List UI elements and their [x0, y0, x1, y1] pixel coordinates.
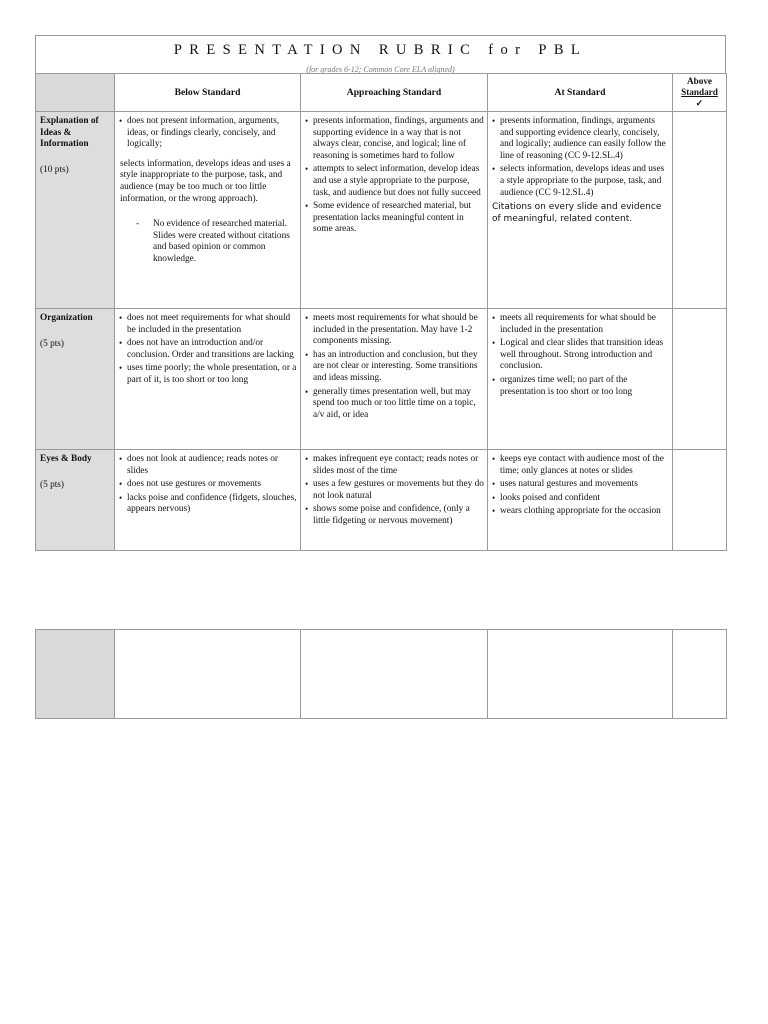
- cell-above-standard: [673, 112, 727, 309]
- row-label-cell: [36, 309, 115, 450]
- cell-at-standard: [488, 309, 673, 450]
- document-title-block: [35, 35, 726, 73]
- list-item: • wears clothing appropriate for the occasion: [492, 506, 669, 518]
- header-below-standard: Below Standard: [115, 74, 301, 112]
- row-label-cell: [36, 450, 115, 551]
- cell-approaching-standard: [301, 309, 488, 450]
- dash-item: - No evidence of researched material. Slides were created without citations and based opinion or common knowledge.: [119, 219, 297, 265]
- cell-below-standard: [115, 309, 301, 450]
- list-item: • does not use gestures or movements: [119, 479, 297, 491]
- blank-row: [36, 630, 727, 719]
- cell-approaching-standard: [301, 112, 488, 309]
- list-item: • presents information, findings, arguments and supporting evidence in a way that is not always clear, concise, and logical; line of reasoning is sometimes hard to follow: [305, 116, 484, 162]
- rubric-row-eyes-body: [36, 450, 727, 551]
- row-label: Eyes & Body: [40, 454, 92, 464]
- list-item: • shows some poise and confidence, (only a little fidgeting or nervous movement): [305, 504, 484, 527]
- checkmark-icon: ✓: [695, 98, 704, 108]
- header-row: [36, 74, 727, 112]
- cell-above-standard: [673, 450, 727, 551]
- list-item: • does not meet requirements for what should be included in the presentation: [119, 313, 297, 336]
- rubric-table: [35, 73, 727, 551]
- cell-approaching-standard: [301, 450, 488, 551]
- list-item: • keeps eye contact with audience most of the time; only glances at notes or slides: [492, 454, 669, 477]
- document-title: PRESENTATION RUBRIC for PBL: [173, 42, 588, 58]
- row-label: Organization: [40, 313, 93, 323]
- rubric-row-organization: [36, 309, 727, 450]
- list-item: • Logical and clear slides that transition ideas well throughout. Strong introduction and conclusion.: [492, 338, 669, 373]
- list-item: • organizes time well; no part of the presentation is too short or too long: [492, 375, 669, 398]
- blank-cell: [301, 630, 488, 719]
- blank-cell: [115, 630, 301, 719]
- list-item: • presents information, findings, arguments and supporting evidence clearly, concisely, and logically; audience can easily follow the line of reasoning (CC 9-12.SL.4): [492, 116, 669, 162]
- cell-below-standard: [115, 450, 301, 551]
- header-corner-cell: [36, 74, 115, 112]
- list-item: • does not present information, arguments, ideas, or findings clearly, concisely, and logically;: [119, 116, 297, 151]
- list-item: • selects information, develops ideas and uses a style appropriate to the purpose, task, and audience (CC 9-12.SL.4): [492, 164, 669, 199]
- list-item: • looks poised and confident: [492, 493, 669, 505]
- header-approaching-standard: Approaching Standard: [301, 74, 488, 112]
- list-item: • attempts to select information, develop ideas and use a style appropriate to the purpose, task, and audience but does not fully succeed: [305, 164, 484, 199]
- list-item: • uses a few gestures or movements but they do not look natural: [305, 479, 484, 502]
- list-item: • uses natural gestures and movements: [492, 479, 669, 491]
- list-item: • generally times presentation well, but may spend too much or too little time on a topic, a/v aid, or idea: [305, 387, 484, 422]
- document-subtitle: (for grades 6-12; Common Core ELA aligned): [306, 65, 455, 73]
- blank-rubric-row-table: [35, 629, 727, 719]
- rubric-row-explanation: [36, 112, 727, 309]
- row-points: (5 pts): [40, 479, 65, 490]
- row-points: (10 pts): [40, 164, 69, 175]
- cell-at-standard: [488, 450, 673, 551]
- list-item: • lacks poise and confidence (fidgets, slouches, appears nervous): [119, 493, 297, 516]
- list-item: • uses time poorly; the whole presentation, or a part of it, is too short or too long: [119, 363, 297, 386]
- list-item: • does not have an introduction and/or conclusion. Order and transitions are lacking: [119, 338, 297, 361]
- list-item: • does not look at audience; reads notes or slides: [119, 454, 297, 477]
- row-label-cell: [36, 112, 115, 309]
- cell-below-standard: [115, 112, 301, 309]
- list-item: • meets all requirements for what should be included in the presentation: [492, 313, 669, 336]
- list-item: • meets most requirements for what should be included in the presentation. May have 1-2 components missing.: [305, 313, 484, 348]
- row-points: (5 pts): [40, 338, 65, 349]
- list-item: • Some evidence of researched material, but presentation lacks meaningful content in some areas.: [305, 201, 484, 236]
- blank-cell: [673, 630, 727, 719]
- cell-above-standard: [673, 309, 727, 450]
- blank-cell: [488, 630, 673, 719]
- blank-label-cell: [36, 630, 115, 719]
- list-item: • has an introduction and conclusion, but they are not clear or interesting. Some transitions and ideas missing.: [305, 350, 484, 385]
- cell-note: Citations on every slide and evidence of meaningful, related content.: [492, 202, 662, 224]
- header-at-standard: At Standard: [488, 74, 673, 112]
- header-above-standard: [673, 74, 727, 112]
- cell-paragraph: selects information, develops ideas and uses a style inappropriate to the purpose, task, and audience (may be too much or too little information, or the wrong approach).: [120, 158, 291, 204]
- cell-at-standard: [488, 112, 673, 309]
- header-above-line2: Standard: [681, 87, 718, 97]
- row-label: Explanation of Ideas & Information: [40, 116, 99, 150]
- list-item: • makes infrequent eye contact; reads notes or slides most of the time: [305, 454, 484, 477]
- header-above-line1: Above: [686, 76, 712, 86]
